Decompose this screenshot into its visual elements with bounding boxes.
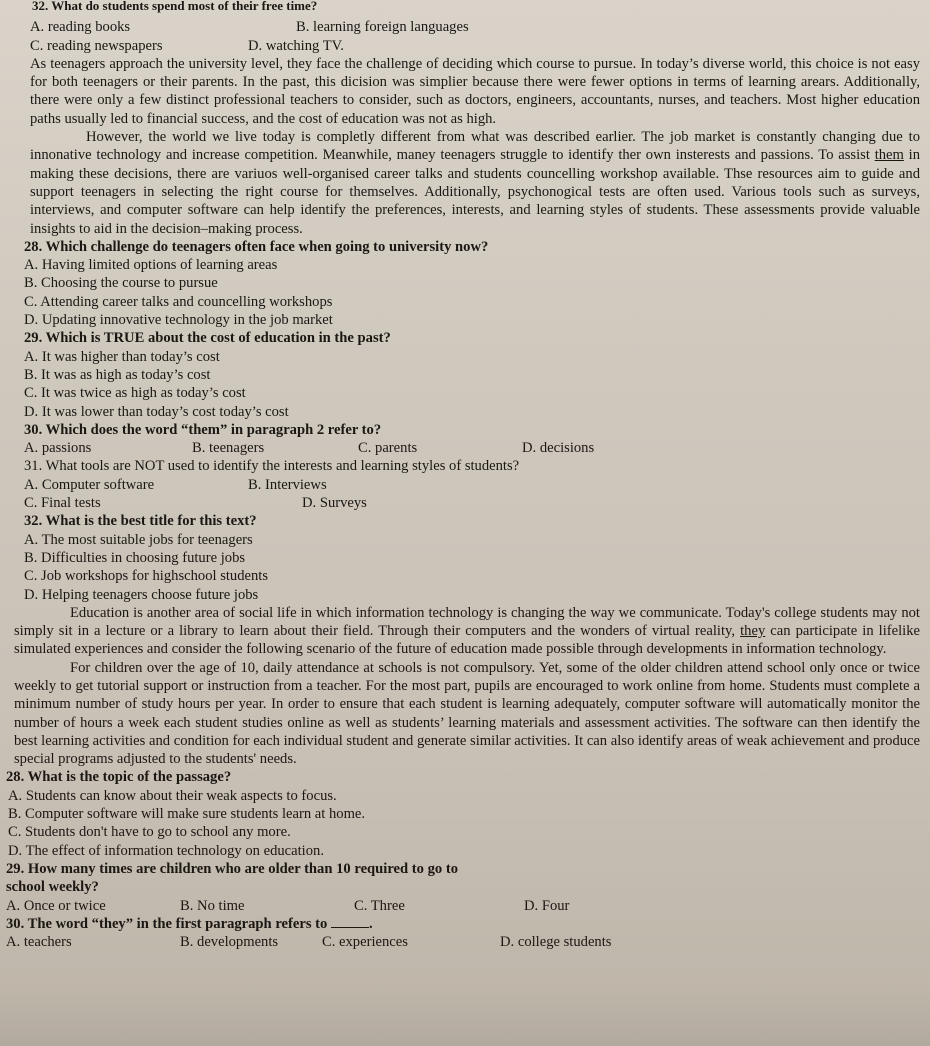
p2-text-after: in making these decisions, there are variuos well-organised career talks and students councelling workshop available. Thse resources aim to guide and support teenagers in selecting the right course for themselves. Additionally, psychonogical tests are often used. Various tools such as surveys, interviews, and computer software can help identify the preferences, interests, and learning styles of students. These assessments provide valuable insights to aid in the decision–making process. [30, 147, 921, 237]
q30-option-d: D. decisions [522, 440, 595, 457]
passage-2 [4, 604, 920, 769]
q28b-option-d: D. The effect of information technology on education. [8, 842, 324, 859]
p1-text-before: Education is another area of social life in which information technology is changing the way we communicate. Today's college students may not simply sit in a lecture or a library to learn about their field. Through their computers and the wonders of virtual reality, [14, 604, 920, 640]
q30-option-a: A. passions [24, 440, 92, 457]
passage-1-paragraph-1: As teenagers approach the university level, they face the challenge of deciding which course to pursue. In today’s diverse world, this choice is not easy for both teenagers or their parents. In the past, this dicision was simplier because there were fewer options in terms of learning arears. Additionally, there were only a few distinct professional teachers to consider, such as doctors, engineers, accountants, nurses, and teachers. Most higher education paths usually led to financial success, and the cost of education was not as high. [30, 55, 920, 127]
q32-option-b: B. Difficulties in choosing future jobs [24, 549, 246, 566]
q28-option-c: C. Attending career talks and councelling workshops [24, 293, 333, 310]
q29-option-d: D. It was lower than today’s cost today’s cost [24, 403, 289, 420]
q28b-option-b: B. Computer software will make sure students learn at home. [8, 806, 366, 823]
q29b-option-a: A. Once or twice [6, 897, 106, 914]
page-shadow [0, 986, 930, 1046]
question-29b-line-1: 29. How many times are children who are older than 10 required to go to [6, 860, 458, 877]
passage-2-paragraph-2: For children over the age of 10, daily attendance at schools is not compulsory. Yet, some of the older children attend school only once or twice weekly to get tutorial support or instruction from a teacher. For the most part, pupils are encouraged to work online from home. Students must complete a minimum number of study hours per year. In order to ensure that each student is learning adequately, computer software will automatically monitor the number of hours a week each student studies online as well as students’ learning materials and assessment activities. The software can then identify the best learning activities and condition for each individual student and generate similar activities. It can also identify areas of weak achievement and produce special programs adjusted to the students' needs. [14, 659, 920, 768]
q31-option-b: B. Interviews [248, 476, 327, 493]
q30b-text: 30. The word “they” in the first paragraph refers to [6, 915, 328, 932]
clipped-question-32: 32. What do students spend most of their free time? [32, 0, 318, 13]
q32-option-d: D. Helping teenagers choose future jobs [24, 586, 259, 603]
answer-blank [331, 915, 369, 928]
underlined-word-them: them [874, 147, 904, 164]
q29b-option-c: C. Three [354, 897, 405, 914]
q30b-option-b: B. developments [180, 934, 279, 951]
question-31: 31. What tools are NOT used to identify the interests and learning styles of students? [24, 458, 520, 475]
q28-option-a: A. Having limited options of learning areas [24, 257, 278, 274]
question-28: 28. Which challenge do teenagers often face when going to university now? [24, 238, 489, 255]
q28-option-b: B. Choosing the course to pursue [24, 275, 218, 292]
q29-option-a: A. It was higher than today’s cost [24, 348, 220, 365]
option-a: A. reading books [30, 19, 131, 36]
q32-option-c: C. Job workshops for highschool students [24, 568, 269, 585]
q30-option-c: C. parents [358, 440, 418, 457]
q31-options-row-2 [24, 494, 920, 512]
prev-options-row-1 [4, 18, 920, 36]
q30b-period: . [368, 915, 373, 932]
question-set-1 [4, 238, 920, 604]
question-29b-line-2: school weekly? [6, 879, 99, 896]
q31-option-c: C. Final tests [24, 495, 101, 512]
question-30b [6, 915, 920, 933]
question-30: 30. Which does the word “them” in paragraph 2 refer to? [24, 421, 382, 438]
q29b-options [6, 897, 920, 915]
underlined-word-they: they [740, 623, 766, 640]
q29-option-c: C. It was twice as high as today’s cost [24, 385, 246, 402]
passage-2-paragraph-1 [14, 604, 920, 659]
q28b-option-c: C. Students don't have to go to school any more. [8, 824, 291, 841]
q30b-options [6, 933, 920, 951]
passage-1-paragraph-2 [4, 128, 920, 238]
question-29: 29. Which is TRUE about the cost of education in the past? [24, 330, 391, 347]
q30b-option-c: C. experiences [322, 934, 408, 951]
q29b-option-b: B. No time [180, 897, 245, 914]
q30-option-b: B. teenagers [192, 440, 265, 457]
p1-text-after: can participate in lifelike simulated experiences and consider the following scenario of the future of education made possible through developments in information technology. [14, 623, 921, 658]
question-28b: 28. What is the topic of the passage? [6, 769, 232, 786]
prev-options-row-2 [4, 37, 920, 55]
q32-option-a: A. The most suitable jobs for teenagers [24, 531, 253, 548]
p2-text-before: However, the world we live today is completly different from what was described earlier. The job market is constantly changing due to innonative technology and increase competition. Meanwhile, maney teenagers struggle to identify ther own insterests and passions. To assist [30, 129, 920, 164]
option-c: C. reading newspapers [30, 37, 163, 54]
question-set-2 [4, 768, 920, 951]
q28b-option-a: A. Students can know about their weak aspects to focus. [8, 787, 337, 804]
q29-option-b: B. It was as high as today’s cost [24, 366, 211, 383]
question-32: 32. What is the best title for this text? [24, 513, 257, 530]
q30-options [24, 439, 920, 457]
option-d: D. watching TV. [248, 37, 344, 54]
q31-option-a: A. Computer software [24, 476, 155, 493]
q29b-option-d: D. Four [524, 897, 570, 914]
q31-option-d: D. Surveys [302, 495, 367, 512]
option-b: B. learning foreign languages [296, 19, 469, 36]
q28-option-d: D. Updating innovative technology in the job market [24, 312, 333, 329]
q30b-option-d: D. college students [500, 934, 612, 951]
q31-options-row-1 [24, 476, 920, 494]
q30b-option-a: A. teachers [6, 934, 72, 951]
